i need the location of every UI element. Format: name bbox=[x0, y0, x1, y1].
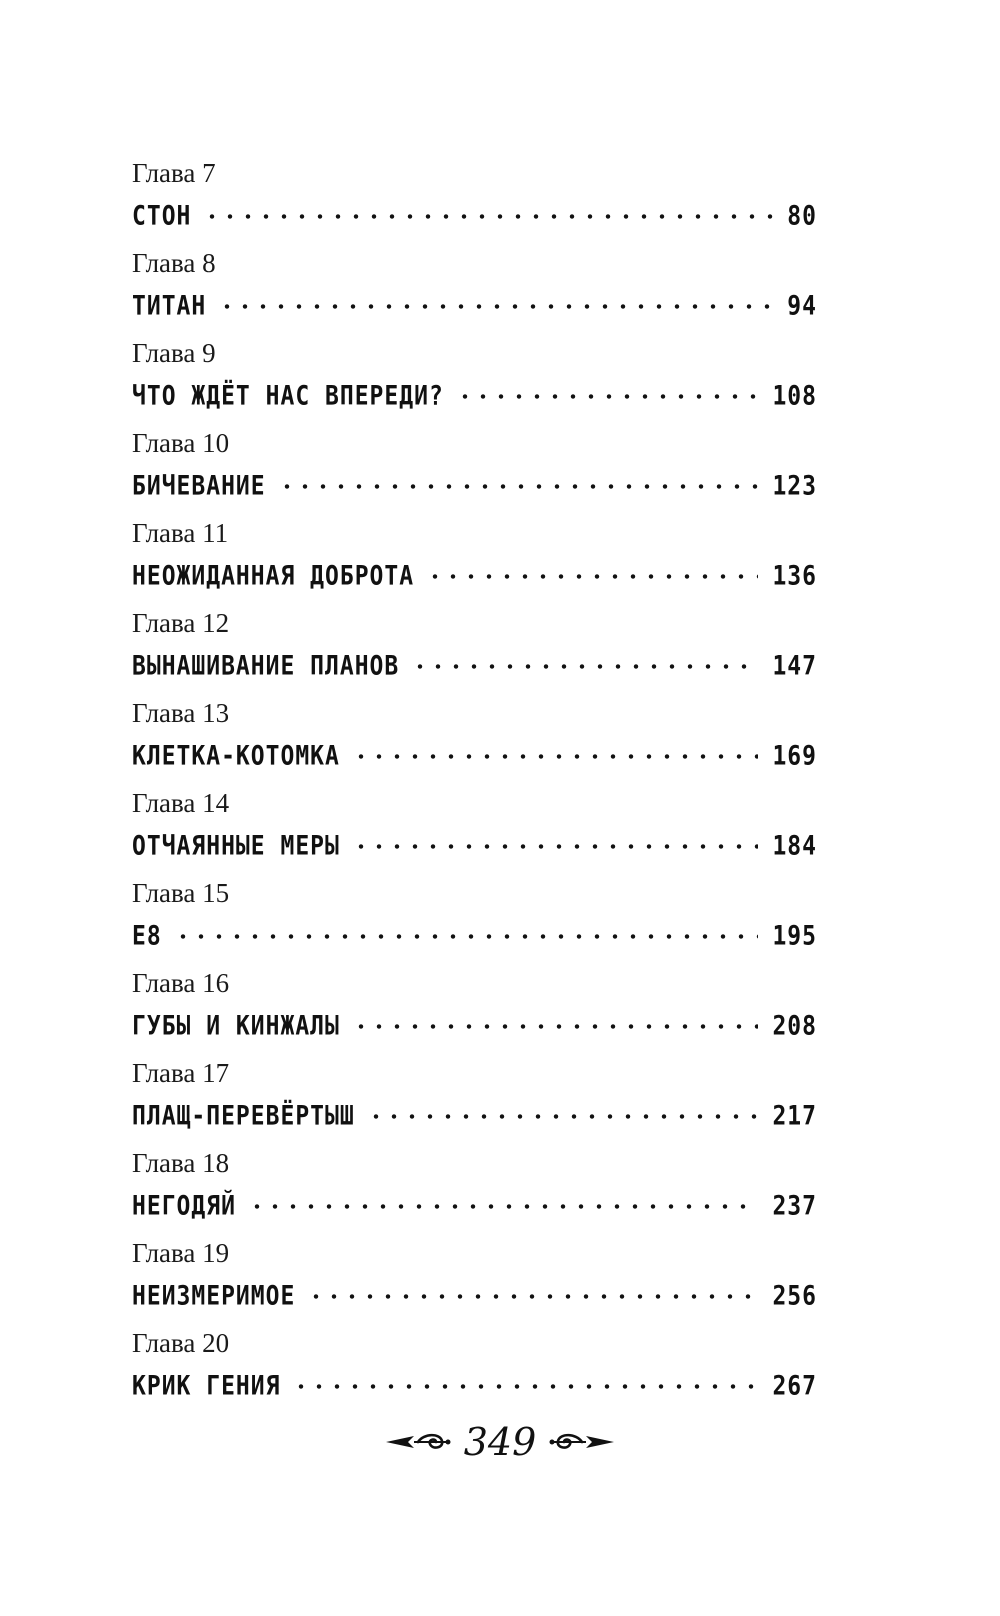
page-number: 349 bbox=[463, 1420, 537, 1464]
chapter-title-row bbox=[132, 554, 817, 595]
chapter-page-number: 147 bbox=[772, 651, 817, 682]
toc-entry[interactable] bbox=[132, 870, 817, 960]
chapter-page-number: 108 bbox=[772, 381, 817, 412]
chapter-label: Глава 17 bbox=[132, 1058, 230, 1088]
dot-leader bbox=[248, 1184, 759, 1216]
toc-entry[interactable] bbox=[132, 600, 817, 690]
toc-entry[interactable] bbox=[132, 1320, 817, 1410]
chapter-page-number: 169 bbox=[772, 741, 817, 772]
chapter-title: ЧТО ЖДЁТ НАС ВПЕРЕДИ? bbox=[132, 381, 444, 412]
chapter-title: НЕИЗМЕРИМОЕ bbox=[132, 1281, 296, 1312]
toc-entry[interactable] bbox=[132, 1050, 817, 1140]
chapter-page-number: 217 bbox=[772, 1101, 817, 1132]
chapter-page-number: 256 bbox=[772, 1281, 817, 1312]
dot-leader bbox=[367, 1094, 759, 1126]
dot-leader bbox=[426, 554, 758, 586]
dot-leader bbox=[352, 1004, 759, 1036]
toc-entry[interactable] bbox=[132, 240, 817, 330]
chapter-title-row bbox=[132, 464, 817, 505]
chapter-label: Глава 14 bbox=[132, 788, 230, 818]
dot-leader bbox=[174, 914, 759, 946]
chapter-title: НЕОЖИДАННАЯ ДОБРОТА bbox=[132, 561, 415, 592]
right-flourish-ornament-icon bbox=[546, 1429, 616, 1455]
chapter-page-number: 208 bbox=[772, 1011, 817, 1042]
chapter-label: Глава 13 bbox=[132, 698, 230, 728]
chapter-label: Глава 20 bbox=[132, 1328, 230, 1358]
chapter-title-row bbox=[132, 1364, 817, 1405]
chapter-title: ВЫНАШИВАНИЕ ПЛАНОВ bbox=[132, 651, 400, 682]
dot-leader bbox=[411, 644, 758, 676]
chapter-label: Глава 15 bbox=[132, 878, 230, 908]
chapter-title-row bbox=[132, 284, 817, 325]
chapter-page-number: 123 bbox=[772, 471, 817, 502]
chapter-title: СТОН bbox=[132, 201, 192, 232]
dot-leader bbox=[203, 194, 773, 226]
chapter-page-number: 184 bbox=[772, 831, 817, 862]
dot-leader bbox=[278, 464, 759, 496]
chapter-title-row bbox=[132, 914, 817, 955]
chapter-page-number: 80 bbox=[787, 201, 817, 232]
dot-leader bbox=[352, 824, 759, 856]
chapter-page-number: 94 bbox=[787, 291, 817, 322]
chapter-title: ПЛАЩ-ПЕРЕВЁРТЫШ bbox=[132, 1101, 355, 1132]
toc-entry[interactable] bbox=[132, 780, 817, 870]
dot-leader bbox=[218, 284, 773, 316]
chapter-label: Глава 9 bbox=[132, 338, 216, 368]
toc-entry[interactable] bbox=[132, 690, 817, 780]
chapter-label: Глава 10 bbox=[132, 428, 230, 458]
chapter-label: Глава 12 bbox=[132, 608, 230, 638]
chapter-label: Глава 7 bbox=[132, 158, 216, 188]
toc-entry[interactable] bbox=[132, 1230, 817, 1320]
chapter-label: Глава 19 bbox=[132, 1238, 230, 1268]
chapter-title-row bbox=[132, 1184, 817, 1225]
chapter-title-row bbox=[132, 374, 817, 415]
chapter-title-row bbox=[132, 1004, 817, 1045]
toc-entry[interactable] bbox=[132, 1140, 817, 1230]
toc-entry[interactable] bbox=[132, 330, 817, 420]
left-flourish-ornament-icon bbox=[384, 1429, 454, 1455]
chapter-title: НЕГОДЯЙ bbox=[132, 1191, 236, 1222]
chapter-title: ТИТАН bbox=[132, 291, 207, 322]
page-footer bbox=[0, 1422, 1000, 1462]
chapter-title: КЛЕТКА-КОТОМКА bbox=[132, 741, 340, 772]
chapter-title-row bbox=[132, 1094, 817, 1135]
chapter-label: Глава 18 bbox=[132, 1148, 230, 1178]
chapter-page-number: 136 bbox=[772, 561, 817, 592]
chapter-label: Глава 16 bbox=[132, 968, 230, 998]
chapter-title-row bbox=[132, 194, 817, 235]
chapter-title: ГУБЫ И КИНЖАЛЫ bbox=[132, 1011, 340, 1042]
table-of-contents bbox=[132, 150, 817, 1410]
chapter-title-row bbox=[132, 644, 817, 685]
chapter-label: Глава 11 bbox=[132, 518, 229, 548]
chapter-title-row bbox=[132, 734, 817, 775]
chapter-title: ОТЧАЯННЫЕ МЕРЫ bbox=[132, 831, 340, 862]
chapter-title: Е8 bbox=[132, 921, 162, 952]
toc-entry[interactable] bbox=[132, 420, 817, 510]
chapter-title: БИЧЕВАНИЕ bbox=[132, 471, 266, 502]
dot-leader bbox=[352, 734, 759, 766]
toc-entry[interactable] bbox=[132, 150, 817, 240]
chapter-label: Глава 8 bbox=[132, 248, 216, 278]
toc-entry[interactable] bbox=[132, 960, 817, 1050]
dot-leader bbox=[456, 374, 759, 406]
chapter-title: КРИК ГЕНИЯ bbox=[132, 1371, 281, 1402]
chapter-title-row bbox=[132, 1274, 817, 1315]
dot-leader bbox=[307, 1274, 758, 1306]
chapter-page-number: 237 bbox=[772, 1191, 817, 1222]
dot-leader bbox=[292, 1364, 758, 1396]
chapter-page-number: 267 bbox=[772, 1371, 817, 1402]
toc-entry[interactable] bbox=[132, 510, 817, 600]
chapter-title-row bbox=[132, 824, 817, 865]
chapter-page-number: 195 bbox=[772, 921, 817, 952]
